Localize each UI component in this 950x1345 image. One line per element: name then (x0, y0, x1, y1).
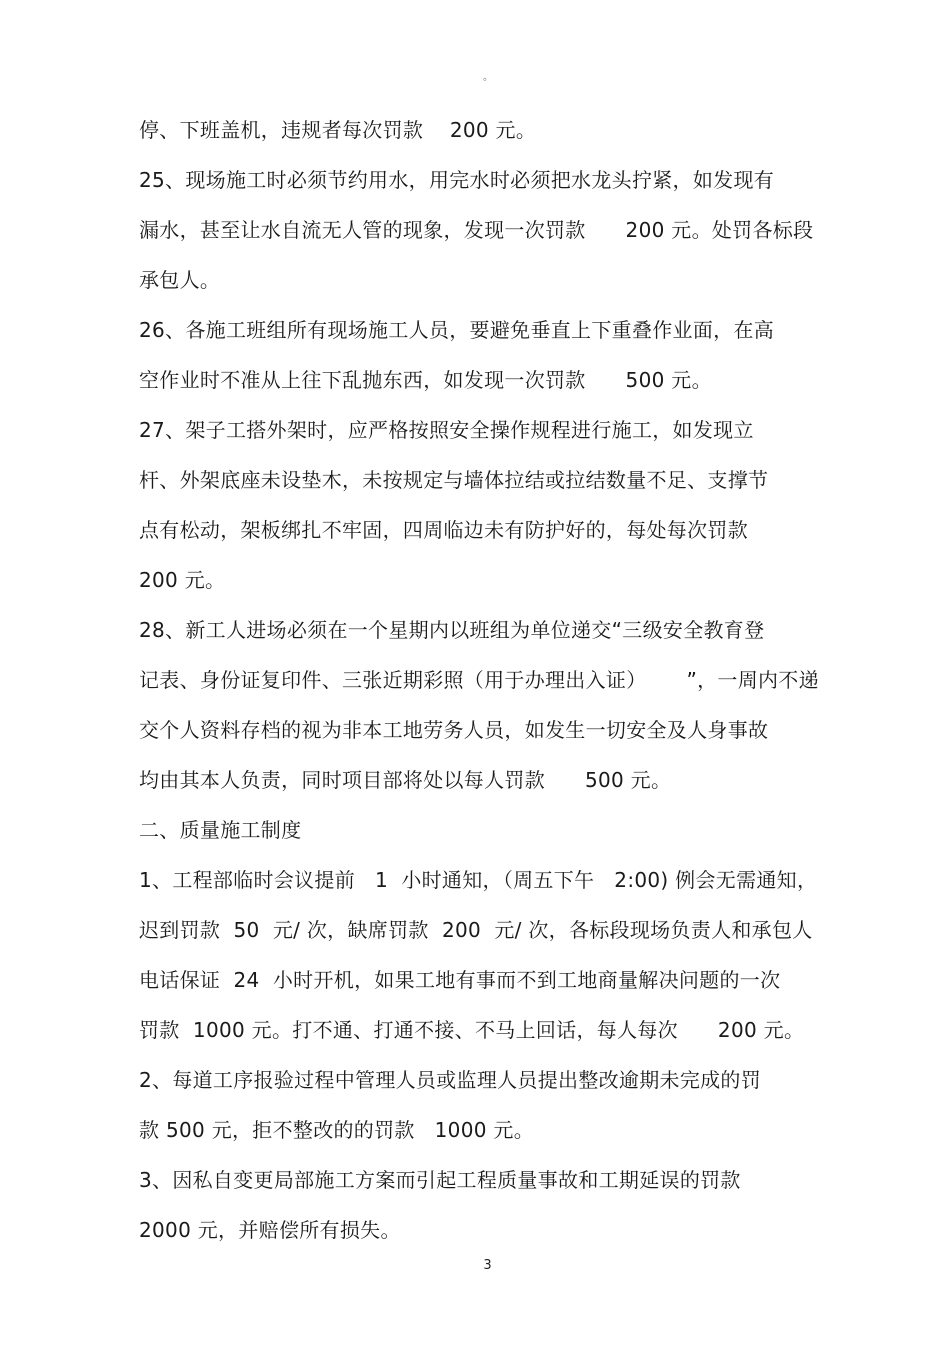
text-line: 交个人资料存档的视为非本工地劳务人员，如发生一切安全及人身事故 (139, 718, 769, 742)
text-line: 27、架子工搭外架时，应严格按照安全操作规程进行施工，如发现立 (139, 418, 754, 442)
text-line: 2000 元，并赔偿所有损失。 (139, 1218, 401, 1242)
text-line: 承包人。 (139, 268, 221, 292)
text-line: 空作业时不准从上往下乱抛东西，如发现一次罚款 500 元。 (139, 368, 712, 392)
text-line: 3、因私自变更局部施工方案而引起工程质量事故和工期延误的罚款 (139, 1168, 741, 1192)
text-line: 罚款 1000 元。打不通、打通不接、不马上回话，每人每次 200 元。 (139, 1018, 805, 1042)
text-line: 点有松动，架板绑扎不牢固，四周临边未有防护好的，每处每次罚款 (139, 518, 748, 542)
page-number: 3 (483, 1258, 492, 1273)
text-line: 停、下班盖机，违规者每次罚款 200 元。 (139, 118, 537, 142)
text-line: 1、工程部临时会议提前 1 小时通知，（周五下午 2:00) 例会无需通知， (139, 868, 818, 892)
text-line: 款 500 元，拒不整改的的罚款 1000 元。 (139, 1118, 535, 1142)
text-line: 25、现场施工时必须节约用水，用完水时必须把水龙头拧紧，如发现有 (139, 168, 775, 192)
text-line: 2、每道工序报验过程中管理人员或监理人员提出整改逾期未完成的罚 (139, 1068, 762, 1092)
text-line: 电话保证 24 小时开机，如果工地有事而不到工地商量解决问题的一次 (139, 968, 781, 992)
text-line: 漏水，甚至让水自流无人管的现象，发现一次罚款 200 元。处罚各标段 (139, 218, 814, 242)
text-line: 26、各施工班组所有现场施工人员，要避免垂直上下重叠作业面，在高 (139, 318, 775, 342)
text-line: 28、新工人进场必须在一个星期内以班组为单位递交“三级安全教育登 (139, 618, 765, 642)
text-line: 均由其本人负责，同时项目部将处以每人罚款 500 元。 (139, 768, 672, 792)
text-line: 迟到罚款 50 元/ 次，缺席罚款 200 元/ 次，各标段现场负责人和承包人 (139, 918, 813, 942)
section-heading: 二、质量施工制度 (139, 818, 302, 842)
text-line: 记表、身份证复印件、三张近期彩照（用于办理出入证） ”，一周内不递 (139, 668, 819, 692)
text-line: 杆、外架底座未设垫木，未按规定与墙体拉结或拉结数量不足、支撑节 (139, 468, 769, 492)
header-mark: 。 (483, 72, 493, 83)
text-line: 200 元。 (139, 568, 226, 592)
